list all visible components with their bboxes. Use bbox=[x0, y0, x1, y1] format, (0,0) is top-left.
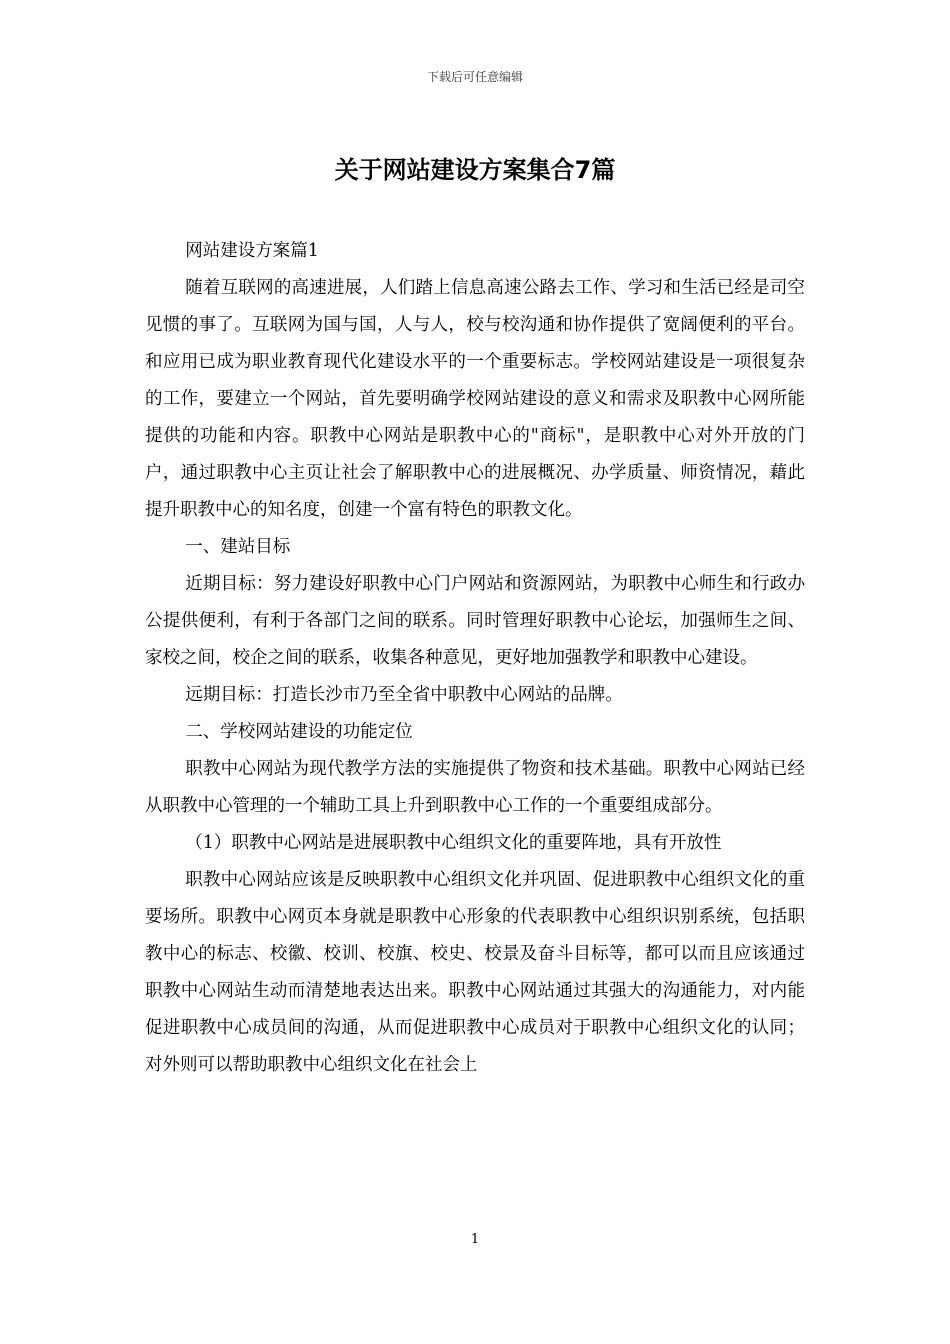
body-paragraph: 随着互联网的高速进展，人们踏上信息高速公路去工作、学习和生活已经是司空见惯的事了。互联网为国与国，人与人，校与校沟通和协作提供了宽阔便利的平台。和应用已成为职业教育现代化建设水平的一个重要标志。学校网站建设是一项很复杂的工作，要建立一个网站，首先要明确学校网站建设的意义和需求及职教中心网所能提供的功能和内容。职教中心网站是职教中心的"商标"，是职教中心对外开放的门户，通过职教中心主页让社会了解职教中心的进展概况、办学质量、师资情况，藉此提升职教中心的知名度，创建一个富有特色的职教文化。 bbox=[145, 278, 805, 520]
page-number: 1 bbox=[470, 1232, 480, 1247]
page-header-note: 下载后可任意编辑 bbox=[426, 70, 523, 84]
body-paragraph: 远期目标：打造长沙市乃至全省中职教中心网站的品牌。 bbox=[185, 685, 623, 705]
subsection-heading: （1）职教中心网站是进展职教中心组织文化的重要阵地，具有开放性 bbox=[185, 833, 722, 853]
section-heading-article-1: 网站建设方案篇1 bbox=[185, 241, 319, 261]
document-title: 关于网站建设方案集合7篇 bbox=[334, 156, 616, 184]
body-paragraph: 职教中心网站应该是反映职教中心组织文化并巩固、促进职教中心组织文化的重要场所。职教中心网页本身就是职教中心形象的代表职教中心组织识别系统，包括职教中心的标志、校徽、校训、校旗、校史、校景及奋斗目标等，都可以而且应该通过职教中心网站生动而清楚地表达出来。职教中心网站通过其强大的沟通能力，对内能促进职教中心成员间的沟通，从而促进职教中心成员对于职教中心组织文化的认同；对外则可以帮助职教中心组织文化在社会上 bbox=[145, 870, 805, 1075]
body-paragraph: 近期目标：努力建设好职教中心门户网站和资源网站，为职教中心师生和行政办公提供便利，有利于各部门之间的联系。同时管理好职教中心论坛，加强师生之间、家校之间，校企之间的联系，收集各种意见，更好地加强教学和职教中心建设。 bbox=[145, 574, 805, 668]
section-heading-function: 二、学校网站建设的功能定位 bbox=[185, 722, 413, 742]
document-body bbox=[145, 233, 805, 1084]
section-heading-goals: 一、建站目标 bbox=[185, 537, 291, 557]
body-paragraph: 职教中心网站为现代教学方法的实施提供了物资和技术基础。职教中心网站已经从职教中心管理的一个辅助工具上升到职教中心工作的一个重要组成部分。 bbox=[145, 759, 805, 816]
